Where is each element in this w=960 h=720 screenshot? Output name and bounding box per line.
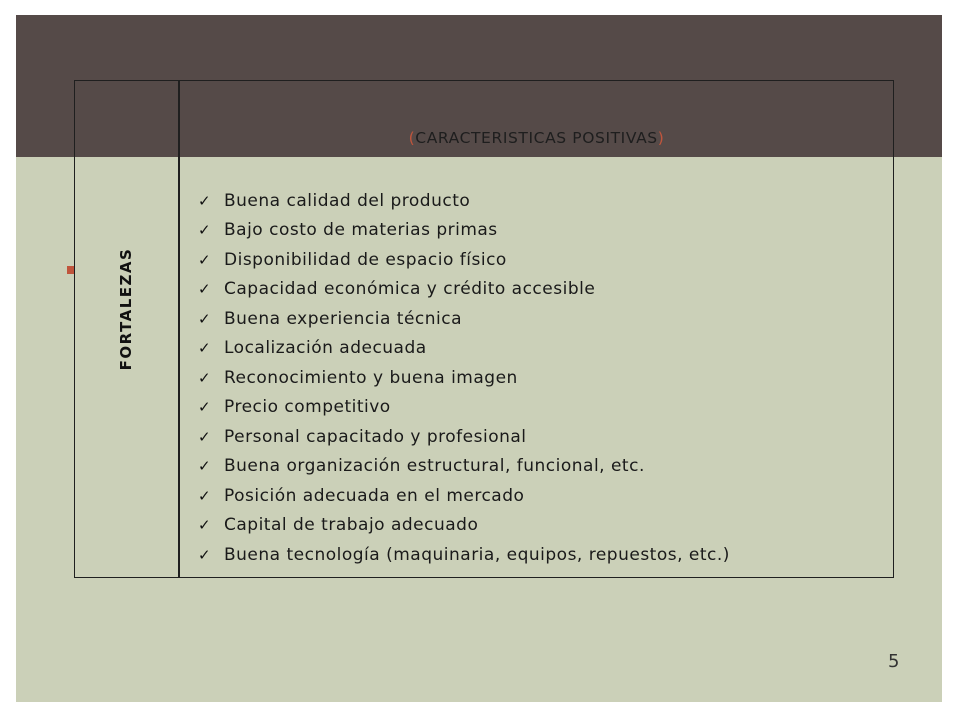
list-item-text: Bajo costo de materias primas [224,220,498,241]
list-item [198,511,730,541]
check-icon: ✓ [198,221,212,240]
check-icon: ✓ [198,191,212,210]
check-icon: ✓ [198,309,212,328]
list-item-text: Precio competitivo [224,397,391,418]
header-title [409,129,665,147]
list-item-text: Capital de trabajo adecuado [224,515,479,536]
check-icon: ✓ [198,427,212,446]
slide [16,15,942,702]
check-icon: ✓ [198,398,212,417]
page-number: 5 [888,651,900,672]
list-item [198,334,730,364]
list-item [198,422,730,452]
list-item [198,275,730,305]
check-icon: ✓ [198,280,212,299]
open-paren: ( [408,129,416,147]
header-title-text: CARACTERISTICAS POSITIVAS [415,129,658,147]
list-item-text: Reconocimiento y buena imagen [224,367,518,388]
check-icon: ✓ [198,486,212,505]
check-icon: ✓ [198,545,212,564]
list-item-text: Buena experiencia técnica [224,308,463,329]
check-icon: ✓ [198,516,212,535]
close-paren: ) [657,129,665,147]
row-label: FORTALEZAS [117,247,135,371]
check-icon: ✓ [198,339,212,358]
list-item [198,216,730,246]
list-item [198,186,730,216]
list-item-text: Disponibilidad de espacio físico [224,249,507,270]
check-icon: ✓ [198,368,212,387]
list-item [198,481,730,511]
check-icon: ✓ [198,457,212,476]
list-item [198,363,730,393]
list-item-text: Localización adecuada [224,338,427,359]
check-icon: ✓ [198,250,212,269]
list-item-text: Buena organización estructural, funcional, etc. [224,456,645,477]
list-item [198,304,730,334]
strengths-table [74,80,894,578]
table-header [180,81,893,159]
list-item-text: Personal capacitado y profesional [224,426,527,447]
list-item [198,245,730,275]
list-item-text: Capacidad económica y crédito accesible [224,279,596,300]
strength-list [198,186,730,570]
list-item [198,452,730,482]
list-item [198,393,730,423]
row-label-cell [75,159,178,579]
list-item-text: Posición adecuada en el mercado [224,485,525,506]
list-item-text: Buena tecnología (maquinaria, equipos, repuestos, etc.) [224,544,730,565]
list-item-text: Buena calidad del producto [224,190,471,211]
list-item [198,540,730,570]
